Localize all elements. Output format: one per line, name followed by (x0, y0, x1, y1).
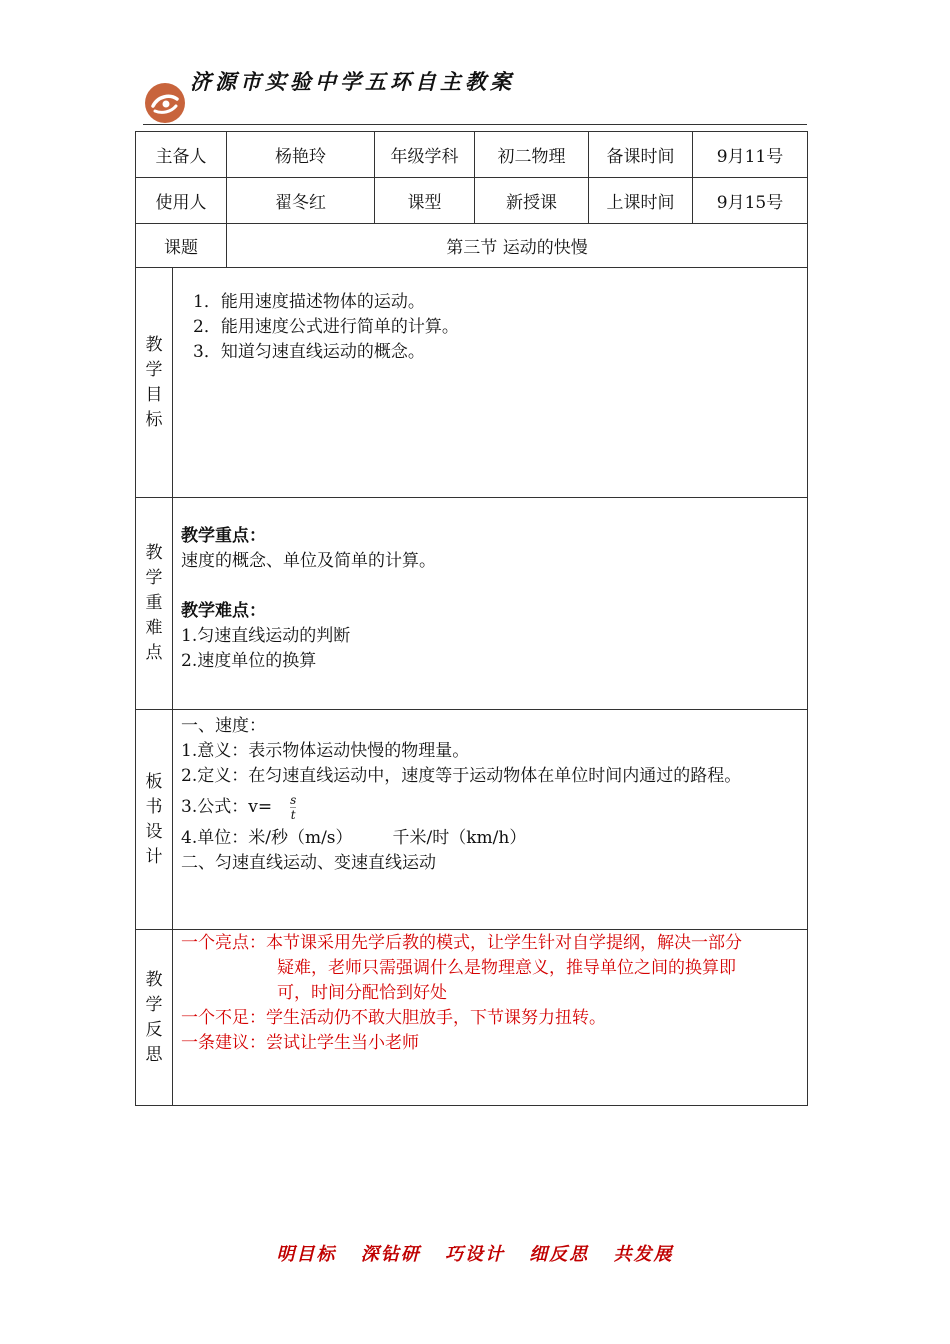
goal-item: 1．能用速度描述物体的运动。 (193, 292, 425, 312)
unit-line: 4.单位：米/秒（m/s） 千米/时（km/h） (181, 828, 527, 848)
prep-time-label: 备课时间 (589, 132, 693, 178)
highlight-line: 疑难，老师只需强调什么是物理意义，推导单位之间的换算即 (277, 958, 736, 978)
preparer-value: 杨艳玲 (227, 132, 375, 178)
lesson-plan-table (135, 131, 808, 1106)
grade-subject-label: 年级学科 (375, 132, 475, 178)
key-points-row (136, 498, 808, 710)
reflection-label: 教 学 反 思 (136, 930, 173, 1106)
school-logo-icon (144, 82, 186, 124)
lesson-type-label: 课型 (375, 178, 475, 224)
formula-fraction: $\frac{s}{t}$ (290, 793, 297, 822)
key-points-label: 教 学 重 难 点 (136, 498, 173, 710)
formula-line: 3.公式：v= $\frac{s}{t}$ (181, 793, 297, 822)
motto-item: 深钻研 (360, 1244, 421, 1265)
topic-label: 课题 (136, 224, 227, 268)
grade-subject-value: 初二物理 (475, 132, 589, 178)
topic-value: 第三节 运动的快慢 (227, 224, 808, 268)
difficulty-title: 教学难点： (181, 601, 266, 621)
lesson-type-value: 新授课 (475, 178, 589, 224)
board-line: 2.定义：在匀速直线运动中，速度等于运动物体在单位时间内通过的路程。 (181, 766, 742, 786)
shortcoming-line: 一个不足：学生活动仍不敢大胆放手，下节课努力扭转。 (181, 1008, 606, 1028)
goal-item: 3．知道匀速直线运动的概念。 (193, 342, 425, 362)
focus-title: 教学重点： (181, 526, 266, 546)
board-row (136, 710, 808, 930)
topic-row (136, 224, 808, 268)
school-title: 济源市实验中学五环自主教案 (190, 69, 515, 94)
focus-text: 速度的概念、单位及简单的计算。 (181, 551, 436, 571)
info-row-2 (136, 178, 808, 224)
info-row-1 (136, 132, 808, 178)
highlight-line: 一个亮点：本节课采用先学后教的模式，让学生针对自学提纲，解决一部分 (181, 933, 742, 953)
board-content (173, 710, 808, 930)
difficulty-item: 1.匀速直线运动的判断 (181, 626, 351, 646)
goals-row (136, 268, 808, 498)
goal-item: 2．能用速度公式进行简单的计算。 (193, 317, 459, 337)
motto-item: 明目标 (276, 1244, 337, 1265)
board-line: 1.意义：表示物体运动快慢的物理量。 (181, 741, 470, 761)
suggestion-line: 一条建议：尝试让学生当小老师 (181, 1033, 419, 1053)
motto-item: 共发展 (613, 1244, 674, 1265)
motto-item: 细反思 (529, 1244, 590, 1265)
goals-label: 教 学 目 标 (136, 268, 173, 498)
user-value: 翟冬红 (227, 178, 375, 224)
difficulty-item: 2.速度单位的换算 (181, 651, 317, 671)
board-line: 二、匀速直线运动、变速直线运动 (181, 853, 436, 873)
class-time-value: 9月15号 (693, 178, 808, 224)
key-points-content (173, 498, 808, 710)
goals-content (173, 268, 808, 498)
user-label: 使用人 (136, 178, 227, 224)
reflection-content (173, 930, 808, 1106)
prep-time-value: 9月11号 (693, 132, 808, 178)
highlight-line: 可，时间分配恰到好处 (277, 983, 447, 1003)
motto-item: 巧设计 (445, 1244, 505, 1265)
header-rule (143, 124, 807, 125)
preparer-label: 主备人 (136, 132, 227, 178)
class-time-label: 上课时间 (589, 178, 693, 224)
page-header (0, 0, 950, 135)
board-heading: 一、速度： (181, 716, 266, 736)
board-label: 板 书 设 计 (136, 710, 173, 930)
reflection-row (136, 930, 808, 1106)
footer-motto (0, 1240, 950, 1266)
